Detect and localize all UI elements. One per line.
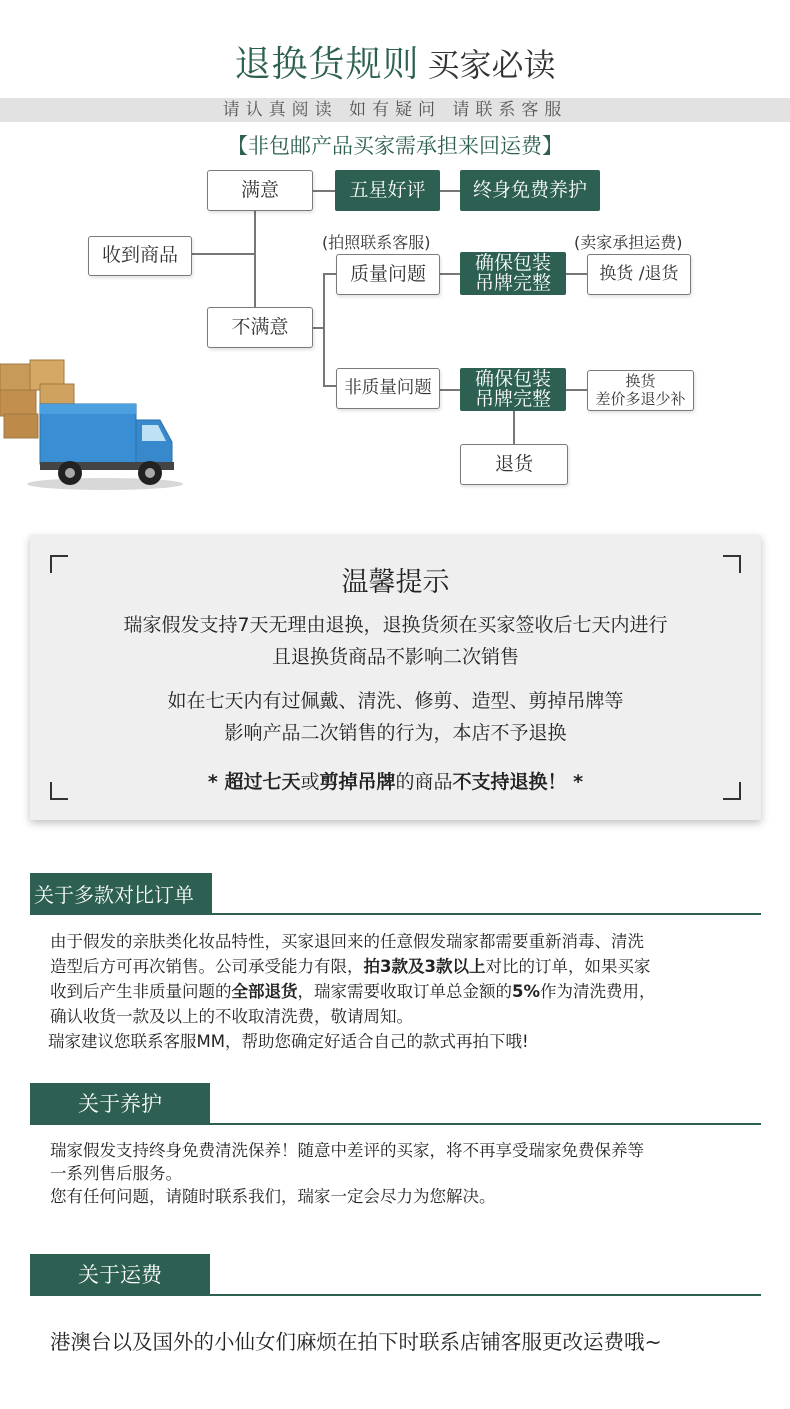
text-span: 造型后方可再次销售。公司承受能力有限， xyxy=(50,957,364,976)
connector xyxy=(513,410,515,444)
tips-line: 如在七天内有过佩戴、清洗、修剪、造型、剪掉吊牌等 xyxy=(167,690,624,712)
exchange-diff-line2: 差价多退少补 xyxy=(595,389,686,408)
text-line xyxy=(50,954,750,979)
connector xyxy=(565,273,587,275)
delivery-truck-icon xyxy=(0,356,185,491)
tips-warning xyxy=(30,767,761,794)
section-text-shipping: 港澳台以及国外的小仙女们麻烦在拍下时联系店铺客服更改运费哦~ xyxy=(50,1330,662,1354)
flow-lifetime-care: 终身免费养护 xyxy=(460,170,600,211)
section-rule xyxy=(30,1294,761,1296)
ensure-line-2: 吊牌完整 xyxy=(474,271,551,294)
section-rule xyxy=(30,1123,761,1125)
text-line: 一系列售后服务。 xyxy=(50,1164,182,1183)
text-bold: 5% xyxy=(512,982,541,1001)
tips-para-1 xyxy=(30,609,761,673)
section-heading-care xyxy=(30,1083,210,1123)
text-line: 由于假发的亲肤类化妆品特性，买家退回来的任意假发瑞家都需要重新消毒、清洗 xyxy=(50,932,644,951)
text-span: 对比的订单，如果买家 xyxy=(485,957,651,976)
flow-exchange-diff xyxy=(587,370,694,411)
connector xyxy=(440,389,461,391)
ensure-line-1: 确保包装 xyxy=(474,367,551,390)
connector xyxy=(254,211,256,307)
title-sub: 买家必读 xyxy=(427,46,556,84)
warn-star: * xyxy=(207,771,225,793)
flow-unsatisfied: 不满意 xyxy=(207,307,313,348)
heading-text: 关于运费 xyxy=(78,1263,162,1287)
warn-star: * xyxy=(566,771,584,793)
flow-ensure-tag-1 xyxy=(460,252,566,295)
text-line: 确认收货一款及以上的不收取清洗费，敬请周知。 xyxy=(50,1007,413,1026)
text-bold: 拍3款及3款以上 xyxy=(363,957,486,976)
connector xyxy=(565,389,587,391)
flow-satisfied: 满意 xyxy=(207,170,313,211)
text-bold: 全部退货 xyxy=(231,982,298,1001)
section-heading-compare xyxy=(30,873,212,913)
text-line: 您有任何问题，请随时联系我们，瑞家一定会尽力为您解决。 xyxy=(50,1187,496,1206)
text-line: 瑞家假发支持终身免费清洗保养！随意中差评的买家，将不再享受瑞家免费保养等 xyxy=(50,1141,644,1160)
flow-received: 收到商品 xyxy=(88,236,192,276)
flow-seller-note: (卖家承担运费) xyxy=(574,233,683,252)
title-main: 退换货规则 xyxy=(234,44,420,85)
connector xyxy=(192,253,254,255)
ensure-line-1: 确保包装 xyxy=(474,251,551,274)
heading-text: 关于多款对比订单 xyxy=(34,882,194,907)
flow-non-quality-issue: 非质量问题 xyxy=(336,368,440,409)
connector xyxy=(440,273,461,275)
warn-bold: 超过七天 xyxy=(224,771,301,793)
tips-panel xyxy=(30,535,761,820)
warn-text: 的商品 xyxy=(395,771,453,793)
ensure-line-2: 吊牌完整 xyxy=(474,387,551,410)
text-line: 瑞家建议您联系客服MM，帮助您确定好适合自己的款式再拍下哦! xyxy=(48,1032,529,1051)
section-text-care xyxy=(50,1139,750,1208)
heading-text: 关于养护 xyxy=(78,1092,162,1116)
flow-ensure-tag-2 xyxy=(460,368,566,411)
section-heading-shipping xyxy=(30,1254,210,1294)
text-span: 作为清洗费用， xyxy=(540,982,656,1001)
connector xyxy=(440,190,460,192)
tips-line: 瑞家假发支持7天无理由退换，退换货须在买家签收后七天内进行 xyxy=(123,614,668,636)
tips-line: 影响产品二次销售的行为，本店不予退换 xyxy=(224,722,567,744)
exchange-diff-line1: 换货 xyxy=(625,372,656,391)
shipping-notice: 【非包邮产品买家需承担来回运费】 xyxy=(227,134,563,158)
section-rule xyxy=(30,913,761,915)
flow-quality-issue: 质量问题 xyxy=(336,254,440,295)
tips-title: 温馨提示 xyxy=(341,567,450,598)
connector xyxy=(323,273,336,275)
connector xyxy=(323,273,325,385)
flow-exchange-return: 换货 /退货 xyxy=(587,254,691,295)
text-span: 收到后产生非质量问题的 xyxy=(50,982,232,1001)
tips-line: 且退换货商品不影响二次销售 xyxy=(271,646,519,668)
connector xyxy=(312,190,336,192)
warn-text: 或 xyxy=(300,771,320,793)
flow-photo-note: (拍照联系客服) xyxy=(322,233,431,252)
flow-five-star: 五星好评 xyxy=(335,170,440,211)
text-span: ，瑞家需要收取订单总金额的 xyxy=(297,982,512,1001)
warn-bold: 不支持退换！ xyxy=(452,771,567,793)
text-line xyxy=(50,979,750,1004)
page-title xyxy=(0,36,790,87)
tips-para-2 xyxy=(30,685,761,749)
connector xyxy=(323,385,336,387)
warn-bold: 剪掉吊牌 xyxy=(319,771,396,793)
subtitle-bar: 请认真阅读 如有疑问 请联系客服 xyxy=(0,98,790,122)
flow-refund: 退货 xyxy=(460,444,568,485)
section-text-compare xyxy=(50,929,750,1054)
